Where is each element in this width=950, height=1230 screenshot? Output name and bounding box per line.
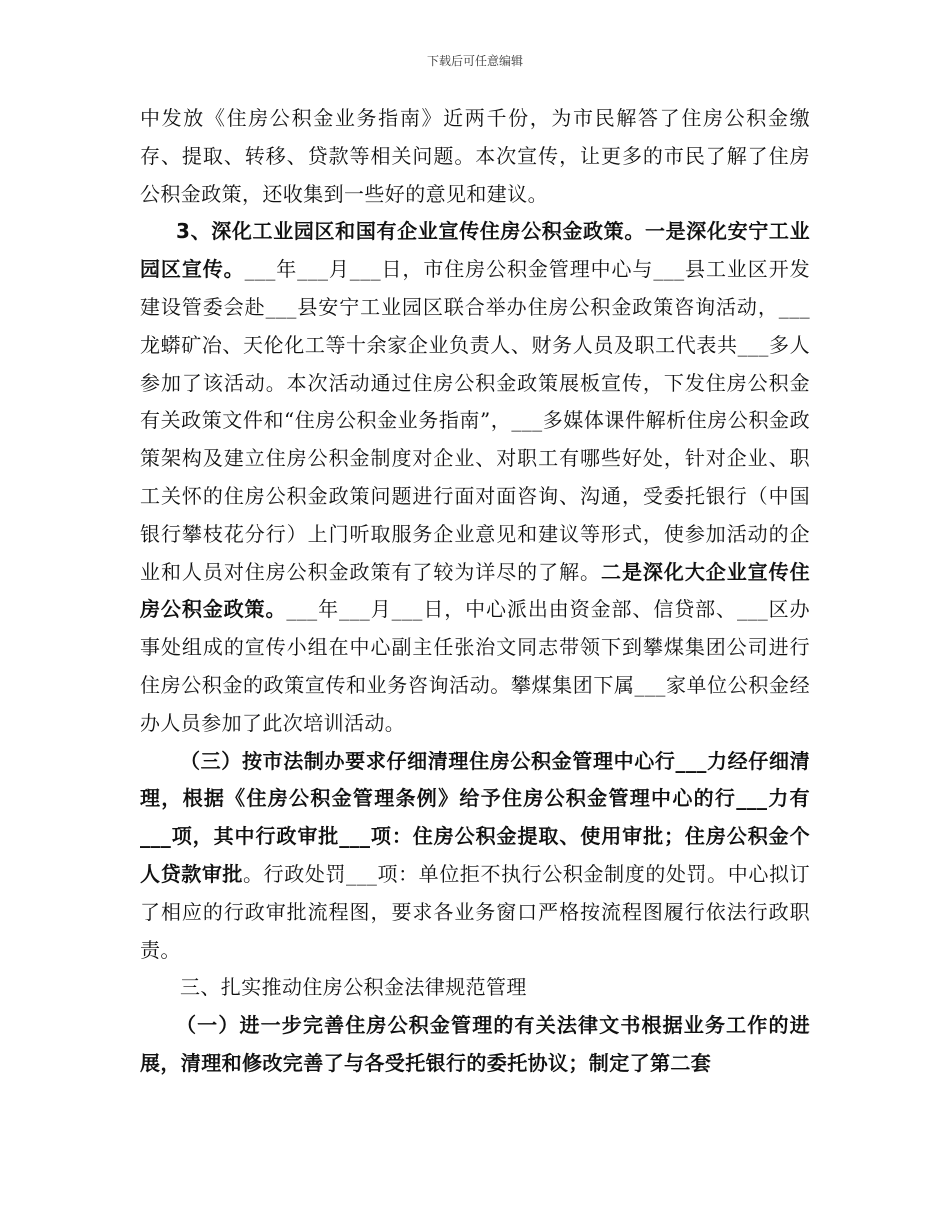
paragraph-3-rest: 。行政处罚___项：单位拒不执行公积金制度的处罚。中心拟订了相应的行政审批流程图，要求各业务窗口严格按流程图履行依法行政职责。 [140,861,810,962]
paragraph-2-body-2: ___年___月___日，中心派出由资金部、信贷部、___区办事处组成的宣传小组在中心副主任张治文同志带领下到攀煤集团公司进行住房公积金的政策宣传和业务咨询活动。攀煤集团下属___家单位公积金经办人员参加了此次培训活动。 [140,597,810,735]
lead-large-enterprise: 二是深化大企业宣传住房公积金政策。 [140,559,810,622]
section-heading-3-main: 三、扎实推动住房公积金法律规范管理 [180,975,527,1000]
paragraph-2-body-1: ___年___月___日，市住房公积金管理中心与___县工业区开发建设管委会赴___县安宁工业园区联合举办住房公积金政策咨询活动，___龙蟒矿冶、天伦化工等十余家企业负责人、财务人员及职工代表共___多人参加了该活动。本次活动通过住房公积金政策展板宣传，下发住房公积金有关政策文件和“住房公积金业务指南”，___多媒体课件解析住房公积金政策架构及建立住房公积金制度对企业、对职工有哪些好处，针对企业、职工关怀的住房公积金政策问题进行面对面咨询、沟通，受委托银行（中国银行攀枝花分行）上门听取服务企业意见和建议等形式，使参加活动的企业和人员对住房公积金政策有了较为详尽的了解。 [140,257,811,584]
document-body [140,100,810,1083]
section-heading-3: 3、深化工业园区和国有企业宣传住房公积金政策。 [176,219,645,244]
paragraph-1: 中发放《住房公积金业务指南》近两千份，为市民解答了住房公积金缴存、提取、转移、贷款等相关问题。本次宣传，让更多的市民了解了住房公积金政策，还收集到一些好的意见和建议。 [140,106,810,206]
paragraph-2 [140,213,810,742]
paragraph-5 [140,1007,810,1083]
paragraph-3-bold: （三）按市法制办要求仔细清理住房公积金管理中心行___力经仔细清理，根据《住房公积金管理条例》给予住房公积金管理中心的行___力有___项，其中行政审批___项：住房公积金提取、使用审批；住房公积金个人贷款审批 [140,748,810,886]
paragraph-5-bold: （一）进一步完善住房公积金管理的有关法律文书根据业务工作的进展，清理和修改完善了与各受托银行的委托协议；制定了第二套 [140,1013,810,1075]
paragraph-3 [140,743,810,970]
page-header: 下载后可任意编辑 [426,54,523,68]
lead-anning: 一是深化安宁工业园区宣传。 [140,219,810,282]
